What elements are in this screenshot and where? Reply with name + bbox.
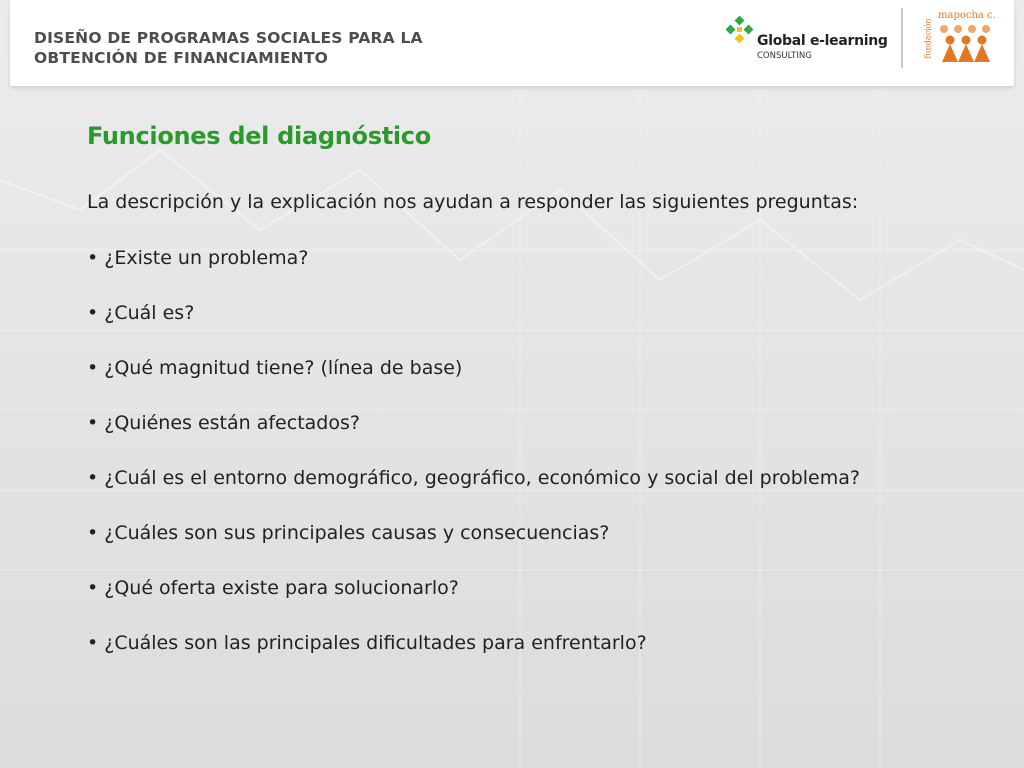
list-item: • ¿Qué oferta existe para solucionarlo? [87,577,459,599]
slide-title: Funciones del diagnóstico [87,122,431,150]
list-item: • ¿Existe un problema? [87,247,309,269]
list-item: • ¿Cuáles son sus principales causas y consecuencias? [87,522,610,544]
list-item: • ¿Quiénes están afectados? [87,412,360,434]
list-item: • ¿Qué magnitud tiene? (línea de base) [87,357,463,379]
slide-content [87,118,937,657]
header-title-line-2: OBTENCIÓN DE FINANCIAMIENTO [34,49,328,67]
clover-squares-icon [726,16,754,44]
header-divider [901,8,903,68]
question-list [87,245,937,657]
fundacion-name: mapocha c. [938,10,996,21]
global-elearning-name: Global e-learning [757,33,888,49]
fundacion-logo [923,6,1008,66]
list-item: • ¿Cuáles son las principales dificultades para enfrentarlo? [87,632,647,654]
people-figures-icon [936,22,1000,64]
slide-header [10,0,1014,86]
fundacion-vertical-text: fundación [923,18,933,59]
header-title-line-1: DISEÑO DE PROGRAMAS SOCIALES PARA LA [34,29,423,47]
global-elearning-logo [726,14,896,66]
header-title [34,28,484,68]
list-item: • ¿Cuál es el entorno demográfico, geográfico, económico y social del problema? [87,467,860,489]
intro-paragraph: La descripción y la explicación nos ayudan a responder las siguientes preguntas: [87,191,859,213]
global-elearning-sub: CONSULTING [757,51,812,61]
list-item: • ¿Cuál es? [87,302,195,324]
